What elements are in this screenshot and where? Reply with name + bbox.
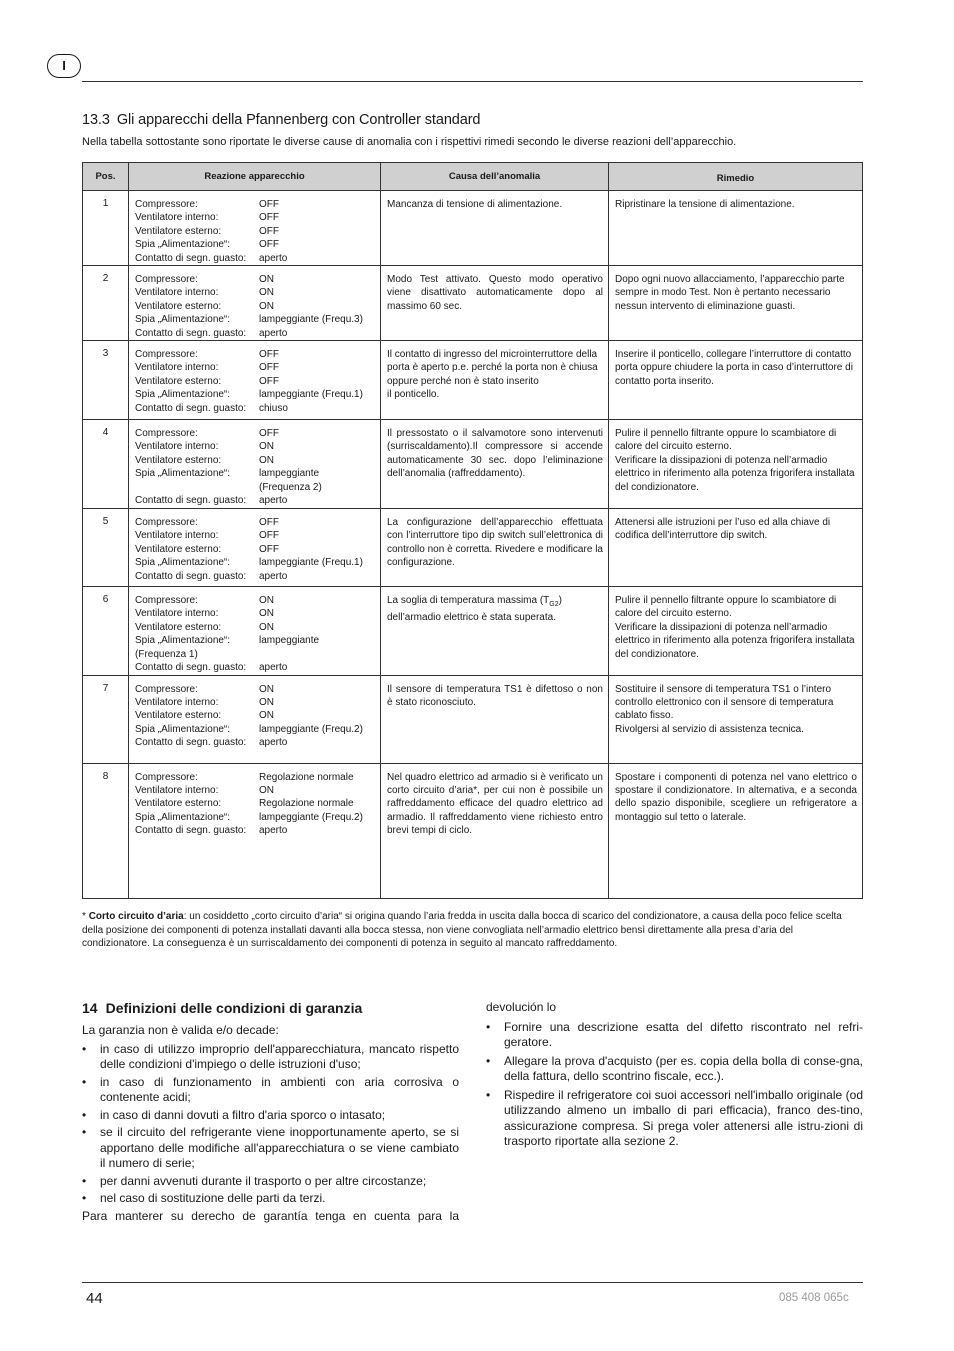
reaction-line [135,709,376,722]
remedy-text: Spostare i componenti di potenza nel vano elettrico o spostare il condizionatore. In alternativa, e a seconda dello spazio disponibile, scegliere un refrigeratore a montaggio sul tetto o laterale. [615,771,857,823]
reaction-label: Ventilatore esterno: [135,543,222,555]
reaction-value: aperto [259,825,288,837]
cell-pos: 2 [83,266,129,341]
reaction-label: Contatto di segn. guasto: [135,662,247,674]
reaction-label: Spia „Alimentazione“: [135,811,231,823]
reaction-value: OFF [259,543,279,555]
reaction-label: Ventilatore interno: [135,696,219,708]
cell-pos: 3 [83,341,129,420]
reaction-value: ON [259,710,274,722]
list-item: • in caso di danni dovuti a filtro d'aria sporco o intasato; [82,1108,459,1124]
list-item: • per danni avvenuti durante il trasporto o per altre circostanze; [82,1174,459,1190]
reaction-label: Contatto di segn. guasto: [135,495,247,507]
reaction-line [135,388,376,401]
remedy-text: Verificare la dissipazioni di potenza nell’armadio elettrico in riferimento alla potenza frigorifera installata del condizionatore. [615,454,855,493]
cause-text: ) dell’armadio elettrico è stata superata. [387,595,562,624]
list-item: • Allegare la prova d'acquisto (per es. copia della bolla di conse-gna, della fattura, dello scontrino fiscale, ecc.). [486,1054,863,1085]
reaction-value: OFF [259,225,279,237]
table-row [83,420,863,509]
reaction-value: OFF [259,375,279,387]
reaction-value: lampeggiante [259,635,320,647]
reaction-line [135,556,376,569]
reaction-value: OFF [259,517,279,529]
reaction-label: Compressore: [135,274,198,286]
section-14-heading [82,1000,362,1016]
reaction-line [135,683,376,696]
reaction-line [135,811,376,824]
footnote-text: : un cosiddetto „corto circuito d’aria“ si origina quando l’aria fredda in uscita dalla bocca di scarico del condizionatore, a causa della poco felice scelta della posizione dei componenti di potenza installati davanti alla bocca stessa, non viene convogliata nell’armadio elettrico bensì direttamente alla presa d’aria del condizionatore. La conseguenza è un surriscaldamento dei componenti di potenza in seguito al mancato raffreddamento. [82,911,842,949]
cell-reaction [129,763,381,898]
table-row [83,587,863,675]
reaction-value: aperto [259,495,288,507]
header-cause: Causa dell’anomalia [381,163,609,191]
reaction-line [135,252,376,265]
reaction-line [135,286,376,299]
cell-cause [381,763,609,898]
table-row [83,266,863,341]
cell-cause [381,509,609,587]
reaction-value: ON [259,595,274,607]
reaction-value: aperto [259,570,288,582]
reaction-line [135,784,376,797]
reaction-label: Spia „Alimentazione“: [135,468,231,480]
footnote-marker: * [82,911,86,922]
section-14-title: Definizioni delle condizioni di garanzia [105,1000,363,1016]
reaction-line [135,440,376,453]
reaction-value: OFF [259,199,279,210]
reaction-line [135,594,376,607]
reaction-line [135,402,376,415]
reaction-label: Contatto di segn. guasto: [135,825,247,837]
remedy-text: Sostituire il sensore di temperatura TS1 o l’intero controllo elettronico con il sensore di temperatura cablato fisso. [615,683,834,722]
cell-reaction [129,675,381,763]
reaction-label: Compressore: [135,349,198,361]
list-item: • Fornire una descrizione esatta del difetto riscontrato nel refri-geratore. [486,1020,863,1051]
reaction-value: aperto [259,737,288,749]
reaction-value: lampeggiante (Frequ.3) [259,314,363,326]
warranty-continuation: devolución lo [486,1000,557,1014]
reaction-value: OFF [259,530,279,542]
reaction-line [135,736,376,749]
reaction-line [135,634,376,647]
warranty-lead: La garanzia non è valida e/o decade: [82,1023,279,1037]
remedy-text: Attenersi alle istruzioni per l’uso ed alla chiave di codifica dell’interruttore dip switch. [615,517,831,542]
table-row [83,509,863,587]
reaction-value: aperto [259,252,288,264]
reaction-value: ON [259,454,274,466]
cause-text: Il sensore di temperatura TS1 è difettoso o non è stato riconosciuto. [387,683,603,708]
reaction-label: Ventilatore esterno: [135,375,222,387]
cell-remedy [609,266,863,341]
troubleshooting-table [82,162,863,899]
remedy-text: Inserire il ponticello, collegare l’interruttore di contatto porta oppure chiudere la porta in caso d’interruttore di contatto porta inserito. [615,349,853,387]
reaction-label: Ventilatore interno: [135,287,219,299]
reaction-label: Contatto di segn. guasto: [135,252,247,264]
reaction-line [135,225,376,238]
reaction-label: Ventilatore esterno: [135,621,222,633]
cause-text: La soglia di temperatura massima (T [387,595,550,607]
cause-text: Il contatto di ingresso del microinterruttore della porta è aperto p.e. perché la porta non è chiusa oppure perché non è stato inserito [387,349,598,387]
reaction-line [135,467,376,494]
remedy-text: Verificare la dissipazioni di potenza nell’armadio elettrico in riferimento alla potenza frigorifera installata del condizionatore. [615,621,855,660]
header-rule [82,81,863,82]
warranty-conditions-list [82,1042,459,1207]
cell-pos: 1 [83,191,129,266]
cause-text: Il pressostato o il salvamotore sono intervenuti (surriscaldamento).Il compressore si accende automaticamente 30 sec. dopo l’eliminazione dell’anomalia (raffreddamento). [387,428,603,480]
reaction-label: Spia „Alimentazione“: [135,314,231,326]
warranty-instructions-list [486,1020,863,1150]
reaction-value: lampeggiante (Frequ.1) [259,557,363,569]
reaction-value: Regolazione normale [259,798,354,810]
reaction-value: lampeggiante (Frequ.2) [259,811,363,823]
cell-pos: 4 [83,420,129,509]
reaction-label: Ventilatore interno: [135,530,219,542]
list-item: • se il circuito del refrigerante viene inopportunamente aperto, se si apportano delle modifiche all'apparecchiatura o se viene cambiato il numero di serie; [82,1125,459,1172]
cell-remedy [609,587,863,675]
reaction-line [135,273,376,286]
reaction-line [135,797,376,810]
reaction-line [135,824,376,837]
document-code: 085 408 065c [779,1292,849,1304]
reaction-value: ON [259,300,274,312]
list-item: • in caso di utilizzo improprio dell'apparecchiatura, mancato rispetto delle condizioni d'impiego o delle istruzioni d'uso; [82,1042,459,1073]
footnote-term: Corto circuito d’aria [88,911,184,922]
reaction-line [135,723,376,736]
reaction-label: Spia „Alimentazione“: [135,557,231,569]
cell-remedy [609,191,863,266]
reaction-value: Regolazione normale [259,771,354,783]
cell-pos: 8 [83,763,129,898]
reaction-line [135,348,376,361]
reaction-value: aperto [259,327,288,339]
cell-pos: 7 [83,675,129,763]
reaction-line [135,648,376,661]
remedy-text: Ripristinare la tensione di alimentazione. [615,199,795,210]
page-number: 44 [86,1290,103,1307]
cell-reaction [129,191,381,266]
reaction-label: Ventilatore esterno: [135,710,222,722]
reaction-value: ON [259,621,274,633]
reaction-value: ON [259,608,274,620]
cell-pos: 5 [83,509,129,587]
header-pos: Pos. [83,163,129,191]
reaction-line [135,198,376,211]
cell-cause [381,420,609,509]
cause-text: La configurazione dell’apparecchio effettuata con l’interruttore tipo dip switch sull’elettronica di controllo non è corretta. Rivedere e modificare la configurazione. [387,517,603,569]
reaction-line [135,516,376,529]
section-title: Gli apparecchi della Pfannenberg con Controller standard [116,112,481,128]
reaction-label: Contatto di segn. guasto: [135,737,247,749]
reaction-line [135,661,376,674]
section-14-number: 14 [82,1000,98,1016]
reaction-value: ON [259,784,274,796]
reaction-value: OFF [259,428,279,440]
table-row [83,763,863,898]
reaction-line [135,494,376,507]
reaction-label: Contatto di segn. guasto: [135,570,247,582]
reaction-label: Ventilatore esterno: [135,225,222,237]
reaction-label: Spia „Alimentazione“: [135,723,231,735]
warranty-right-column [486,1000,863,1153]
reaction-label: Contatto di segn. guasto: [135,402,247,414]
reaction-value [259,648,376,661]
cell-remedy [609,675,863,763]
language-badge: I [47,54,81,78]
header-reaction: Reazione apparecchio [129,163,381,191]
cause-text: Modo Test attivato. Questo modo operativo viene disattivato automaticamente dopo al massimo 60 sec. [387,274,603,312]
cell-reaction [129,509,381,587]
warranty-closing: Para manterer su derecho de garantía tenga en cuenta para la [82,1208,459,1223]
reaction-label: Compressore: [135,771,198,783]
reaction-value: ON [259,696,274,708]
header-remedy: Rimedio [609,163,863,191]
reaction-label: Ventilatore interno: [135,441,219,453]
reaction-value: lampeggiante (Frequ.2) [259,723,363,735]
footnote [82,910,862,951]
cell-reaction [129,266,381,341]
reaction-value: OFF [259,239,279,251]
reaction-label: Ventilatore interno: [135,212,219,224]
reaction-label: Ventilatore interno: [135,784,219,796]
cause-text: il ponticello. [387,389,440,401]
section-number: 13.3 [82,112,110,128]
cell-remedy [609,763,863,898]
reaction-value: ON [259,287,274,299]
reaction-value: OFF [259,362,279,374]
remedy-text: Dopo ogni nuovo allacciamento, l’apparecchio parte sempre in modo Test. Non è pertanto necessario nessun intervento di eliminazione guasti. [615,274,845,312]
reaction-label: Spia „Alimentazione“: [135,635,231,647]
reaction-line [135,300,376,313]
reaction-line [135,238,376,251]
cell-reaction [129,420,381,509]
cell-cause [381,266,609,341]
reaction-value: lampeggiante (Frequ.1) [259,389,363,401]
cell-cause [381,191,609,266]
reaction-line [135,327,376,340]
cell-reaction [129,587,381,675]
table-row [83,191,863,266]
cell-remedy [609,420,863,509]
remedy-text: Pulire il pennello filtrante oppure lo scambiatore di calore del circuito esterno. [615,428,837,453]
reaction-line [135,696,376,709]
reaction-line [135,211,376,224]
table-row [83,341,863,420]
reaction-label: Compressore: [135,199,198,210]
cause-text: Mancanza di tensione di alimentazione. [387,199,563,210]
reaction-label: Compressore: [135,595,198,607]
cell-reaction [129,341,381,420]
list-item: • in caso di funzionamento in ambienti con aria corrosiva o contenente acidi; [82,1075,459,1106]
table-body [83,191,863,899]
reaction-line [135,529,376,542]
reaction-label: Compressore: [135,683,198,695]
reaction-label: Ventilatore esterno: [135,300,222,312]
cell-pos: 6 [83,587,129,675]
list-item: • nel caso di sostituzione delle parti da terzi. [82,1191,459,1207]
reaction-line [135,771,376,784]
reaction-label: Compressore: [135,428,198,440]
remedy-text: Rivolgersi al servizio di assistenza tecnica. [615,723,804,735]
reaction-value: aperto [259,662,288,674]
reaction-value: ON [259,441,274,453]
footer-rule [82,1282,863,1283]
reaction-line [135,570,376,583]
cell-remedy [609,509,863,587]
reaction-label: Contatto di segn. guasto: [135,327,247,339]
reaction-line [135,621,376,634]
cell-cause [381,587,609,675]
warranty-left-column [82,1023,459,1227]
section-13-3-heading [82,112,480,128]
list-item: • Rispedire il refrigeratore coi suoi accessori nell'imballo originale (od utilizzando almeno un imballo di pari efficacia), franco des-tino, assicurazione compresa. Si prega voler attenersi alle istru-zioni di trasporto riportate alla sezione 2. [486,1088,863,1150]
reaction-label: Ventilatore interno: [135,362,219,374]
reaction-line [135,607,376,620]
reaction-label: Ventilatore esterno: [135,798,222,810]
table-header-row [83,163,863,191]
reaction-value: lampeggiante (Frequenza 2) [259,468,322,493]
section-intro: Nella tabella sottostante sono riportate le diverse cause di anomalia con i rispettivi rimedi secondo le diverse reazioni dell’apparecchio. [82,136,737,148]
reaction-value: ON [259,274,274,286]
cell-remedy [609,341,863,420]
reaction-label: Spia „Alimentazione“: [135,389,231,401]
reaction-line [135,375,376,388]
reaction-value: OFF [259,349,279,361]
remedy-text: Pulire il pennello filtrante oppure lo scambiatore di calore del circuito esterno. [615,595,837,620]
cause-subscript: G2 [549,601,559,609]
reaction-label: Compressore: [135,517,198,529]
reaction-value: ON [259,683,274,695]
reaction-value: OFF [259,212,279,224]
reaction-label: Ventilatore esterno: [135,454,222,466]
reaction-label: (Frequenza 1) [135,648,198,660]
cell-cause [381,341,609,420]
reaction-label: Spia „Alimentazione“: [135,239,231,251]
reaction-line [135,427,376,440]
reaction-line [135,313,376,326]
reaction-value: chiuso [259,402,288,414]
cell-cause [381,675,609,763]
reaction-label: Ventilatore interno: [135,608,219,620]
reaction-line [135,454,376,467]
reaction-line [135,543,376,556]
table-row [83,675,863,763]
cause-text: Nel quadro elettrico ad armadio si è verificato un corto circuito d’aria*, per cui non è possibile un raffreddamento efficace del quadro elettrico ad armadio. Il raffreddamento viene richiesto entro brevi tempi di ciclo. [387,771,603,837]
reaction-line [135,361,376,374]
